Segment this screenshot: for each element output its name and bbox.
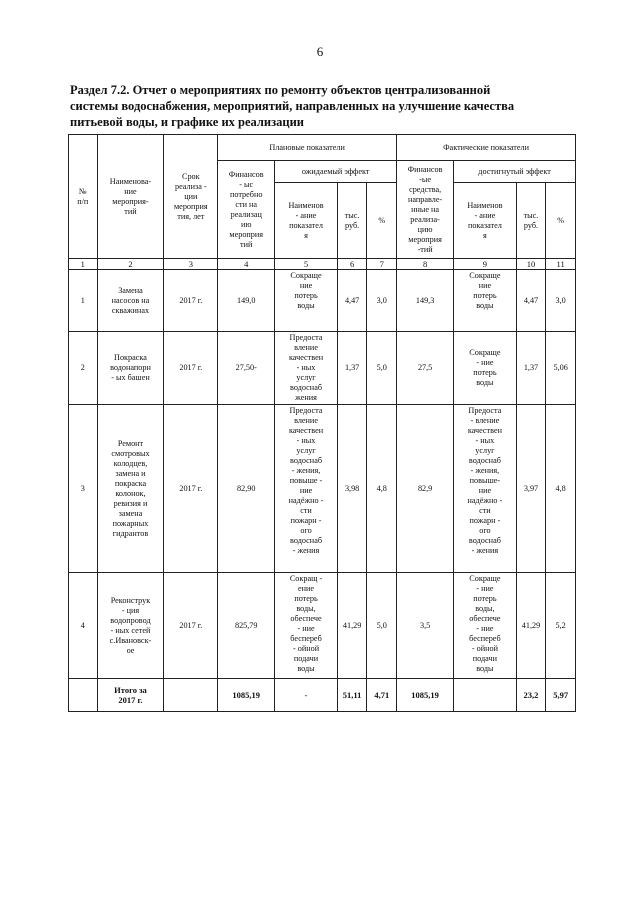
row-name: Замена насосов на скважинах (97, 270, 164, 332)
column-number: 11 (546, 259, 576, 270)
row-no: 2 (69, 332, 98, 405)
section-title (70, 82, 590, 130)
total-fact-finance: 1085,19 (397, 679, 454, 712)
row-fact-rub: 4,47 (516, 270, 546, 332)
total-plan-rub: 51,11 (337, 679, 367, 712)
row-plan-rub: 1,37 (337, 332, 367, 405)
row-plan-finance: 149,0 (218, 270, 275, 332)
total-fact-pct: 5,97 (546, 679, 576, 712)
header-achieved-effect: достигнутый эффект (454, 161, 576, 183)
row-fact-effect: Сокраще - ние потерь воды, обеспече - ние бесперeб - ойной подачи воды (454, 573, 517, 679)
row-plan-pct: 4,8 (367, 405, 397, 573)
table-row (69, 573, 576, 679)
row-name: Ремонт смотровых колодцев, замена и покраска колонок, ревизия и замена пожарных гидрантов (97, 405, 164, 573)
row-fact-effect: Сокраще - ние потерь воды (454, 332, 517, 405)
section-title-line-2: системы водоснабжения, мероприятий, направленных на улучшение качества (70, 99, 515, 113)
row-plan-finance: 82,90 (218, 405, 275, 573)
header-expected-effect: ожидаемый эффект (275, 161, 397, 183)
header-effect-name: Наименов - ание показател я (275, 183, 338, 259)
header-fact-finance: Финансов -ые средства, направле- нные на реализа- цию мероприя -тий (397, 161, 454, 259)
header-term: Срок реализа - ции мероприя тия, лет (164, 135, 218, 259)
column-number-row (69, 259, 576, 270)
column-number: 8 (397, 259, 454, 270)
row-plan-finance: 825,79 (218, 573, 275, 679)
column-number: 6 (337, 259, 367, 270)
row-plan-effect: Сокраще ние потерь воды (275, 270, 338, 332)
row-term: 2017 г. (164, 573, 218, 679)
total-label: Итого за 2017 г. (97, 679, 164, 712)
row-fact-pct: 5,06 (546, 332, 576, 405)
total-plan-finance: 1085,19 (218, 679, 275, 712)
row-plan-effect: Сокращ - ение потерь воды, обеспече - ние бесперeб - ойной подачи воды (275, 573, 338, 679)
row-fact-effect: Сокраще ние потерь воды (454, 270, 517, 332)
column-number: 10 (516, 259, 546, 270)
table-row (69, 405, 576, 573)
column-number: 9 (454, 259, 517, 270)
header-actual: Фактические показатели (397, 135, 576, 161)
row-no: 4 (69, 573, 98, 679)
row-plan-rub: 3,98 (337, 405, 367, 573)
row-no: 3 (69, 405, 98, 573)
header-percent-fact: % (546, 183, 576, 259)
total-plan-pct: 4,71 (367, 679, 397, 712)
row-fact-pct: 5,2 (546, 573, 576, 679)
row-name: Реконструк - ция водопровод - ных сетей с.Ивановск- ое (97, 573, 164, 679)
table-row (69, 270, 576, 332)
row-plan-effect: Предоста вление качествен - ных услуг водоснаб - жения, повыше - ние надёжно - сти пожарн - ого водоснаб - жения (275, 405, 338, 573)
row-plan-finance: 27,50- (218, 332, 275, 405)
row-fact-rub: 41,29 (516, 573, 546, 679)
header-effect-name-fact: Наименов - ание показател я (454, 183, 517, 259)
header-no: № п/п (69, 135, 98, 259)
row-fact-rub: 1,37 (516, 332, 546, 405)
row-plan-pct: 3,0 (367, 270, 397, 332)
row-plan-rub: 4,47 (337, 270, 367, 332)
row-fact-pct: 4,8 (546, 405, 576, 573)
column-number: 4 (218, 259, 275, 270)
total-fact-rub: 23,2 (516, 679, 546, 712)
page-number: 6 (316, 44, 324, 59)
row-no: 1 (69, 270, 98, 332)
report-table (68, 134, 576, 712)
header-thous-rub: тыс. руб. (337, 183, 367, 259)
row-name: Покраска водонапорн - ых башен (97, 332, 164, 405)
header-planned: Плановые показатели (218, 135, 397, 161)
row-term: 2017 г. (164, 405, 218, 573)
total-fact-effect (454, 679, 517, 712)
total-no (69, 679, 98, 712)
section-title-line-3: питьевой воды, и графике их реализации (70, 115, 304, 129)
row-term: 2017 г. (164, 270, 218, 332)
total-term (164, 679, 218, 712)
column-number: 3 (164, 259, 218, 270)
row-fact-effect: Предоста - вление качествен - ных услуг водоснаб - жения, повыше- ние надёжно - сти пожарн - ого водоснаб - жения (454, 405, 517, 573)
row-fact-finance: 82,9 (397, 405, 454, 573)
row-plan-rub: 41,29 (337, 573, 367, 679)
row-fact-finance: 27,5 (397, 332, 454, 405)
column-number: 1 (69, 259, 98, 270)
column-number: 5 (275, 259, 338, 270)
row-fact-pct: 3,0 (546, 270, 576, 332)
row-plan-effect: Предоста вление качествен - ных услуг водоснаб жения (275, 332, 338, 405)
row-fact-rub: 3,97 (516, 405, 546, 573)
header-percent: % (367, 183, 397, 259)
header-plan-finance: Финансов - ыс потребно сти на реализац ию мероприя тий (218, 161, 275, 259)
column-number: 2 (97, 259, 164, 270)
row-fact-finance: 3,5 (397, 573, 454, 679)
column-number: 7 (367, 259, 397, 270)
section-title-line-1: Раздел 7.2. Отчет о мероприятиях по ремонту объектов централизованной (70, 83, 491, 97)
row-plan-pct: 5,0 (367, 573, 397, 679)
header-name: Наименова- ние мероприя- тий (97, 135, 164, 259)
row-term: 2017 г. (164, 332, 218, 405)
row-plan-pct: 5,0 (367, 332, 397, 405)
total-row (69, 679, 576, 712)
row-fact-finance: 149,3 (397, 270, 454, 332)
header-thous-rub-fact: тыс. руб. (516, 183, 546, 259)
table-row (69, 332, 576, 405)
total-plan-effect: - (275, 679, 338, 712)
